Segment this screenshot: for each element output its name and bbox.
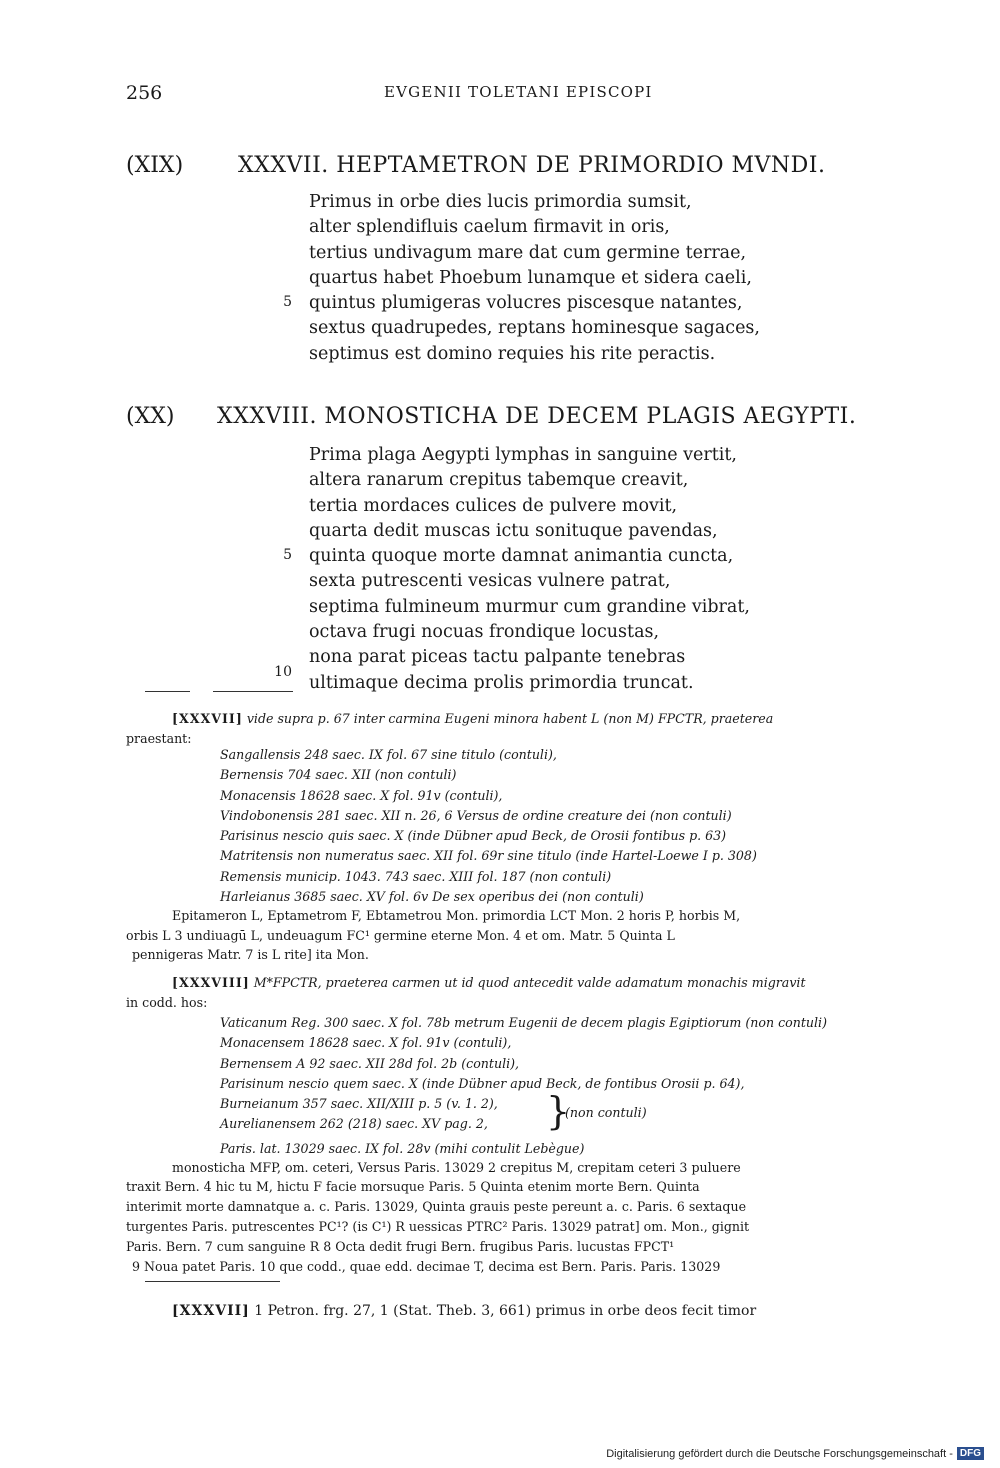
verse-line: nona parat piceas tactu palpante tenebras: [309, 647, 686, 668]
apparatus-text: M*FPCTR, praeterea carmen ut id quod antecedit valde adamatum monachis migravit: [253, 975, 806, 990]
section-title: XXXVIII. MONOSTICHA DE DECEM PLAGIS AEGYPTI.: [217, 404, 857, 429]
apparatus-note: interimit morte damnatque a. c. Paris. 13029, Quinta grauis peste pereunt a. c. Paris. 6 sextaque: [126, 1199, 747, 1214]
running-title: EVGENII TOLETANI EPISCOPI: [384, 83, 653, 101]
apparatus-note: orbis L 3 undiuagū L, undeuagum FC¹ germine eterne Mon. 4 et om. Matr. 5 Quinta L: [126, 928, 675, 943]
apparatus-rule: [145, 691, 190, 692]
witness: Parisinus nescio quis saec. X (inde Dübner apud Beck, de Orosii fontibus p. 63): [220, 828, 727, 844]
sources-rule: [145, 1281, 280, 1282]
witness: Bernensem A 92 saec. XII 28d fol. 2b (contuli),: [220, 1055, 520, 1071]
verse-line: sextus quadrupedes, reptans hominesque sagaces,: [309, 318, 760, 339]
verse-line: Prima plaga Aegypti lymphas in sanguine vertit,: [309, 445, 737, 465]
section-title: XXXVII. HEPTAMETRON DE PRIMORDIO MVNDI.: [238, 153, 826, 178]
verse-line: sexta putrescenti vesicas vulnere patrat,: [309, 571, 671, 592]
sources-text: 1 Petron. frg. 27, 1 (Stat. Theb. 3, 661) primus in orbe deos fecit timor: [254, 1303, 757, 1319]
verse-line: Primus in orbe dies lucis primordia sumsit,: [309, 192, 692, 212]
section-number: (XX): [126, 404, 175, 429]
brace-glyph: }: [546, 1089, 571, 1133]
witness-list: [220, 1013, 827, 1159]
witness: Bernensis 704 saec. XII (non contuli): [220, 767, 457, 783]
apparatus-text: praestant:: [126, 731, 192, 746]
verse-line: tertius undivagum mare dat cum germine terrae,: [309, 242, 747, 263]
verse-line: quintus plumigeras volucres piscesque natantes,: [309, 293, 743, 314]
apparatus-note: Paris. Bern. 7 cum sanguine R 8 Octa dedit frugi Bern. frugibus Paris. lucustas FPCT¹: [126, 1239, 675, 1254]
witness: Vaticanum Reg. 300 saec. X fol. 78b metrum Eugenii de decem plagis Egiptiorum (non contuli): [220, 1015, 827, 1030]
witness: Monacensis 18628 saec. X fol. 91v (contuli),: [220, 787, 503, 803]
verse-line: quinta quoque morte damnat animantia cuncta,: [309, 546, 734, 567]
apparatus-tag: [XXXVIII]: [172, 975, 250, 990]
apparatus-note: traxit Bern. 4 hic tu M, hictu F facie morsuque Paris. 5 Quinta etenim morte Bern. Quinta: [126, 1179, 700, 1194]
apparatus-intro: [172, 973, 806, 993]
verse-line: septimus est domino requies his rite peractis.: [309, 343, 716, 364]
verse-line: septima fulmineum murmur cum grandine vibrat,: [309, 596, 750, 617]
verse-line: altera ranarum crepitus tabemque creavit,: [309, 470, 689, 491]
verse-line: quartus habet Phoebum lunamque et sidera caeli,: [309, 267, 752, 288]
verse-line: ultimaque decima prolis primordia truncat.: [309, 672, 694, 693]
apparatus-note: pennigeras Matr. 7 is L rite] ita Mon.: [132, 947, 369, 962]
witness: Aurelianensem 262 (218) saec. XV pag. 2,: [220, 1116, 488, 1132]
apparatus-note: monosticha MFP, om. ceteri, Versus Paris. 13029 2 crepitus M, crepitam ceteri 3 puluere: [172, 1160, 741, 1175]
apparatus-text: vide supra p. 67 inter carmina Eugeni minora habent L (non M) FPCTR, praeterea: [246, 711, 774, 726]
apparatus-note: Epitameron L, Eptametrom F, Ebtametrou Mon. primordia LCT Mon. 2 horis P, horbis M,: [172, 908, 741, 923]
apparatus-tag: [XXXVII]: [172, 711, 243, 726]
witness: Paris. lat. 13029 saec. IX fol. 28v (mihi contulit Lebègue): [220, 1140, 585, 1156]
witness: Remensis municip. 1043. 743 saec. XIII fol. 187 (non contuli): [220, 868, 612, 884]
line-number: 10: [274, 664, 292, 680]
credit-text: Digitalisierung gefördert durch die Deutsche Forschungsgemeinschaft -: [606, 1447, 953, 1460]
dfg-logo-icon: DFG: [957, 1447, 984, 1460]
verse-line: tertia mordaces culices de pulvere movit,: [309, 495, 678, 516]
witness: Sangallensis 248 saec. IX fol. 67 sine titulo (contuli),: [220, 747, 557, 762]
verse-line: octava frugi nocuas frondique locustas,: [309, 622, 660, 643]
apparatus-intro: [172, 709, 773, 729]
witness: Harleianus 3685 saec. XV fol. 6v De sex operibus dei (non contuli): [220, 889, 644, 905]
poem-xxxviii: [309, 443, 750, 696]
witness: Monacensem 18628 saec. X fol. 91v (contuli),: [220, 1035, 512, 1051]
apparatus-note: 9 Noua patet Paris. 10 que codd., quae edd. decimae T, decima est Bern. Paris. Paris. 13029: [132, 1259, 721, 1274]
apparatus-rule: [213, 691, 293, 692]
witness-list: [220, 745, 757, 907]
poem-xxxvii: [309, 190, 760, 367]
sources-note: [172, 1301, 756, 1321]
page-number: 256: [126, 82, 163, 104]
line-number: 5: [283, 294, 292, 310]
verse-line: alter splendifluis caelum firmavit in oris,: [309, 217, 670, 238]
verse-line: quarta dedit muscas ictu sonituque pavendas,: [309, 520, 718, 541]
apparatus-note: turgentes Paris. putrescentes PC¹? (is C¹) R uessicas PTRC² Paris. 13029 patrat] om. Mon., gignit: [126, 1219, 750, 1234]
witness: Vindobonensis 281 saec. XII n. 26, 6 Versus de ordine creature dei (non contuli): [220, 807, 732, 823]
apparatus-text: in codd. hos:: [126, 995, 208, 1010]
witness: Burneianum 357 saec. XII/XIII p. 5 (v. 1. 2),: [220, 1096, 498, 1112]
digitization-credit: [606, 1447, 984, 1460]
apparatus-tag: [XXXVII]: [172, 1303, 250, 1319]
witness: Matritensis non numeratus saec. XII fol. 69r sine titulo (inde Hartel-Loewe I p. 308): [220, 848, 757, 864]
witness: Parisinum nescio quem saec. X (inde Dübner apud Beck, de fontibus Orosii p. 64),: [220, 1075, 745, 1091]
brace-note: (non contuli): [565, 1105, 647, 1120]
line-number: 5: [283, 547, 292, 563]
section-number: (XIX): [126, 153, 184, 178]
